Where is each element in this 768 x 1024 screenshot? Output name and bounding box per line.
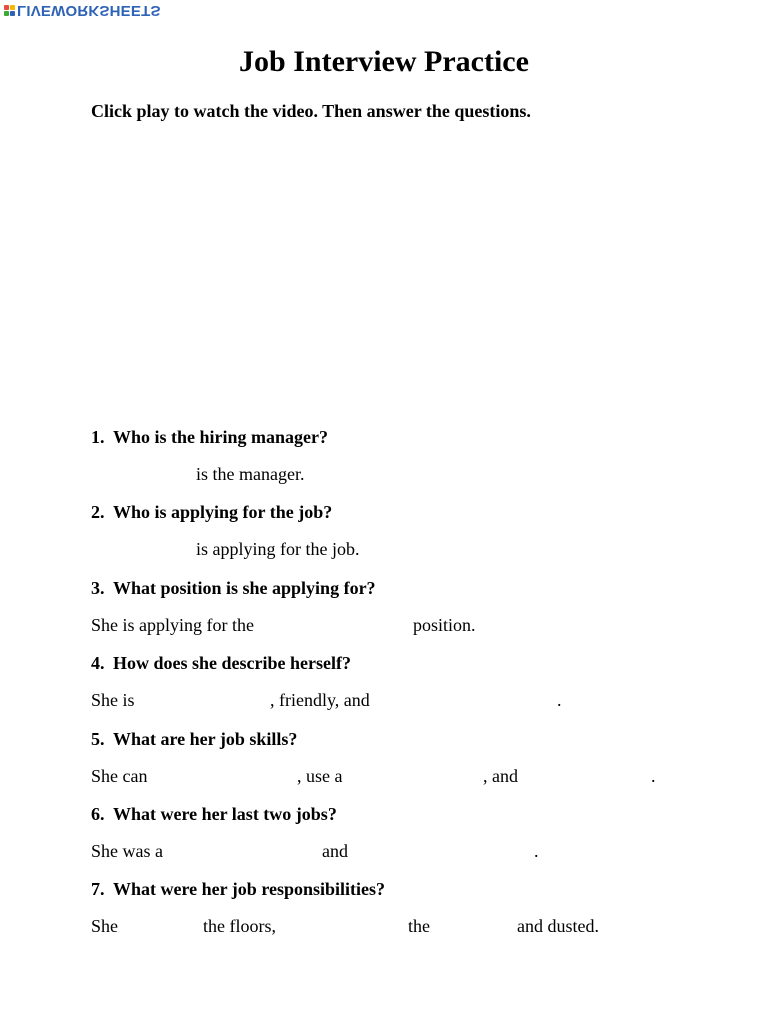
- instructions-text: Click play to watch the video. Then answer the questions.: [91, 101, 531, 121]
- answer-5-text-4: .: [651, 766, 656, 786]
- question-6: [91, 803, 337, 825]
- answer-2-text-1: is applying for the job.: [196, 539, 360, 559]
- question-number: 1.: [91, 427, 105, 447]
- question-number: 2.: [91, 502, 105, 522]
- answer-4-text-3: .: [557, 690, 562, 710]
- question-3: [91, 577, 376, 599]
- question-number: 6.: [91, 804, 105, 824]
- logo-text: LIVEWORKSHEETS: [17, 2, 161, 19]
- answer-7-text-2: the floors,: [203, 916, 276, 936]
- answer-3-text-2: position.: [413, 615, 476, 635]
- question-text: How does she describe herself?: [113, 653, 351, 673]
- answer-4-text-1: She is: [91, 690, 135, 710]
- liveworksheets-logo: [4, 2, 161, 18]
- question-number: 3.: [91, 578, 105, 598]
- answer-7-text-1: She: [91, 916, 118, 936]
- question-text: Who is applying for the job?: [113, 502, 333, 522]
- video-player[interactable]: [91, 135, 677, 415]
- question-text: Who is the hiring manager?: [113, 427, 329, 447]
- logo-mark-icon: [4, 5, 15, 16]
- question-1: [91, 426, 328, 448]
- question-number: 7.: [91, 879, 105, 899]
- question-text: What are her job skills?: [113, 729, 298, 749]
- answer-6-text-2: and: [322, 841, 348, 861]
- question-text: What were her last two jobs?: [113, 804, 337, 824]
- answer-5-text-2: , use a: [297, 766, 343, 786]
- question-number: 4.: [91, 653, 105, 673]
- answer-5-text-1: She can: [91, 766, 148, 786]
- question-7: [91, 878, 385, 900]
- answer-1-text-1: is the manager.: [196, 464, 305, 484]
- answer-5-text-3: , and: [483, 766, 518, 786]
- question-5: [91, 728, 297, 750]
- answer-7-text-4: and dusted.: [517, 916, 599, 936]
- answer-6-text-3: .: [534, 841, 539, 861]
- question-4: [91, 652, 351, 674]
- question-text: What were her job responsibilities?: [113, 879, 386, 899]
- answer-6-text-1: She was a: [91, 841, 163, 861]
- page-title: Job Interview Practice: [239, 45, 529, 78]
- answer-7-text-3: the: [408, 916, 430, 936]
- question-2: [91, 501, 332, 523]
- answer-4-text-2: , friendly, and: [270, 690, 370, 710]
- question-text: What position is she applying for?: [113, 578, 376, 598]
- question-number: 5.: [91, 729, 105, 749]
- answer-3-text-1: She is applying for the: [91, 615, 254, 635]
